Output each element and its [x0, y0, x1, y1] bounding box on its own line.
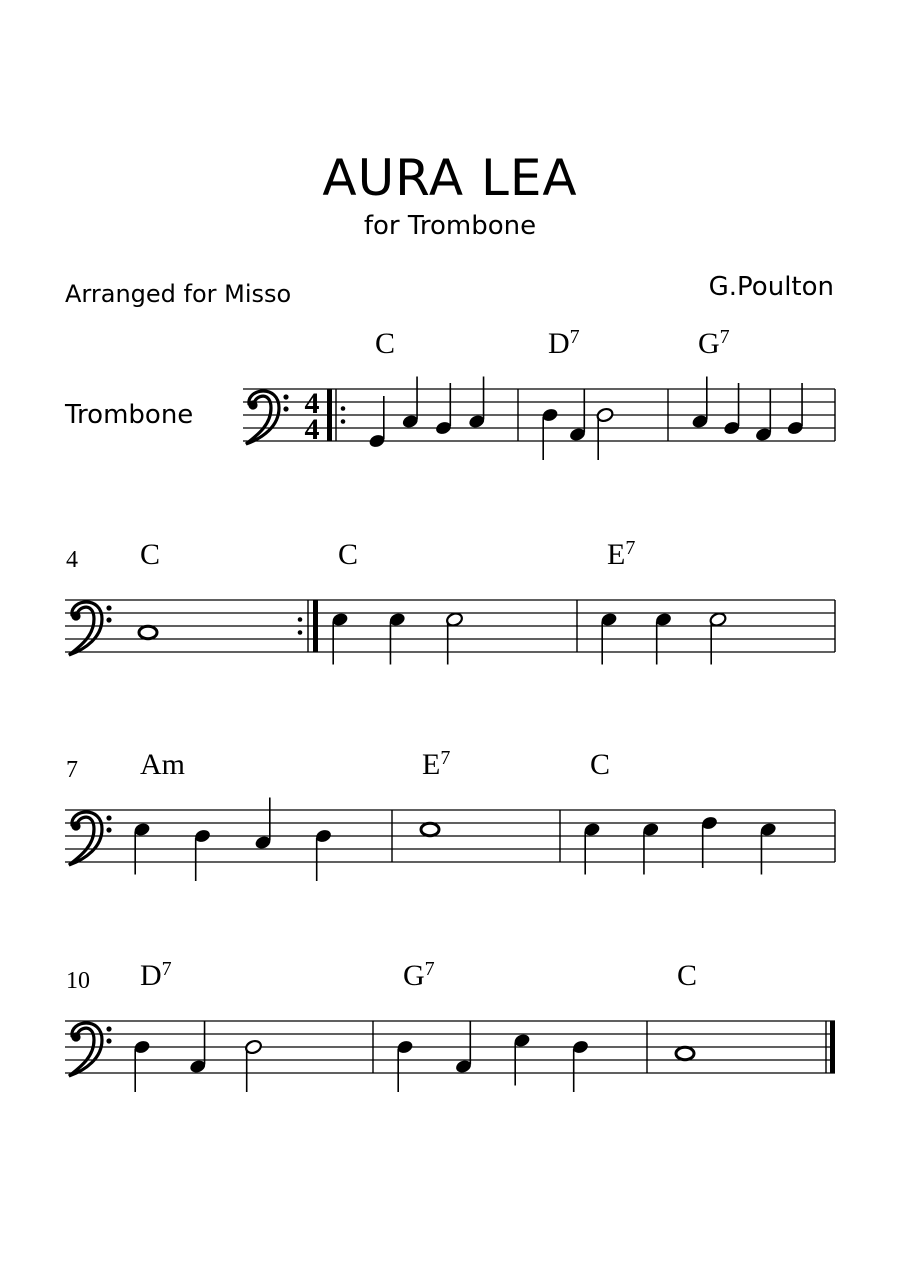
bass-clef-dot — [283, 394, 288, 399]
note — [654, 611, 672, 664]
note — [759, 821, 777, 874]
note — [709, 611, 727, 664]
note — [368, 396, 386, 449]
bass-clef-dot — [106, 827, 111, 832]
staff-system — [65, 747, 835, 881]
note — [254, 798, 272, 851]
bass-clef-head — [71, 821, 80, 830]
note — [331, 611, 349, 664]
bass-clef-head — [248, 400, 257, 409]
note — [139, 626, 157, 638]
chord-symbol: C — [338, 538, 359, 571]
music-notation — [65, 326, 835, 1092]
note — [596, 407, 614, 460]
bass-clef-head — [71, 1032, 80, 1041]
note — [541, 407, 559, 460]
note — [189, 1022, 207, 1075]
note — [723, 383, 741, 436]
note — [583, 821, 601, 874]
note — [421, 823, 439, 835]
note — [133, 821, 151, 874]
note — [468, 377, 486, 430]
note — [454, 1022, 472, 1075]
bass-clef-curve — [246, 391, 279, 444]
note — [513, 1032, 531, 1085]
note — [133, 1039, 151, 1092]
chord-symbol: $D^7$ — [548, 326, 580, 360]
bass-clef — [69, 602, 112, 655]
composer-credit: G.Poulton — [708, 272, 834, 302]
bass-clef-head — [71, 611, 80, 620]
bass-clef-curve — [69, 602, 102, 655]
measure-number: 10 — [66, 968, 90, 994]
bass-clef — [69, 1023, 112, 1076]
chord-symbol: $G^7$ — [698, 326, 730, 360]
note-head-whole — [676, 1047, 694, 1059]
chord-symbol: $G^7$ — [403, 958, 435, 992]
note — [691, 377, 709, 430]
bass-clef — [69, 812, 112, 865]
note — [388, 611, 406, 664]
note — [445, 611, 463, 664]
chord-symbol: $E^7$ — [422, 747, 451, 781]
note — [401, 377, 419, 430]
arranger-credit: Arranged for Misso — [65, 280, 292, 308]
note-head-whole — [139, 626, 157, 638]
chord-symbol: C — [677, 959, 698, 992]
repeat-thick-barline — [313, 600, 318, 652]
bass-clef-dot — [106, 815, 111, 820]
staff-system — [65, 958, 835, 1092]
bass-clef — [246, 391, 289, 444]
chord-extension: 7 — [719, 326, 730, 348]
chord-symbol: $E^7$ — [607, 537, 636, 571]
note — [314, 828, 332, 881]
chord-extension: 7 — [440, 747, 451, 769]
note — [568, 390, 586, 443]
note — [700, 815, 718, 868]
note — [642, 821, 660, 874]
final-thick-barline — [830, 1021, 835, 1073]
repeat-dot — [341, 406, 346, 411]
score-subtitle: for Trombone — [363, 211, 537, 241]
note-head-whole — [421, 823, 439, 835]
note — [244, 1039, 262, 1092]
bass-clef-dot — [283, 406, 288, 411]
chord-extension: 7 — [424, 958, 435, 980]
time-signature-top: 4 — [304, 387, 320, 420]
score-title: AURA LEA — [322, 149, 578, 207]
chord-symbol: Am — [140, 748, 185, 781]
repeat-dot — [341, 419, 346, 424]
time-signature-bottom: 4 — [304, 413, 320, 446]
chord-extension: 7 — [625, 537, 636, 559]
bass-clef-dot — [106, 617, 111, 622]
note — [676, 1047, 694, 1059]
chord-extension: 7 — [161, 958, 172, 980]
staff-system — [65, 537, 835, 665]
note — [193, 828, 211, 881]
note — [396, 1039, 414, 1092]
chord-symbol: C — [140, 538, 161, 571]
bass-clef-dot — [106, 605, 111, 610]
note — [571, 1039, 589, 1092]
note — [754, 390, 772, 443]
note — [434, 383, 452, 436]
chord-symbol: C — [590, 748, 611, 781]
measure-number: 4 — [66, 547, 78, 573]
chord-extension: 7 — [569, 326, 580, 348]
staff-system — [243, 326, 835, 460]
measure-number: 7 — [66, 757, 78, 783]
repeat-thick-barline — [327, 389, 332, 441]
note — [600, 611, 618, 664]
bass-clef-dot — [106, 1038, 111, 1043]
note — [786, 383, 804, 436]
chord-symbol: C — [375, 327, 396, 360]
bass-clef-curve — [69, 1023, 102, 1076]
bass-clef-curve — [69, 812, 102, 865]
repeat-dot — [298, 630, 303, 635]
bass-clef-dot — [106, 1026, 111, 1031]
repeat-dot — [298, 617, 303, 622]
instrument-label: Trombone — [65, 400, 194, 430]
chord-symbol: $D^7$ — [140, 958, 172, 992]
